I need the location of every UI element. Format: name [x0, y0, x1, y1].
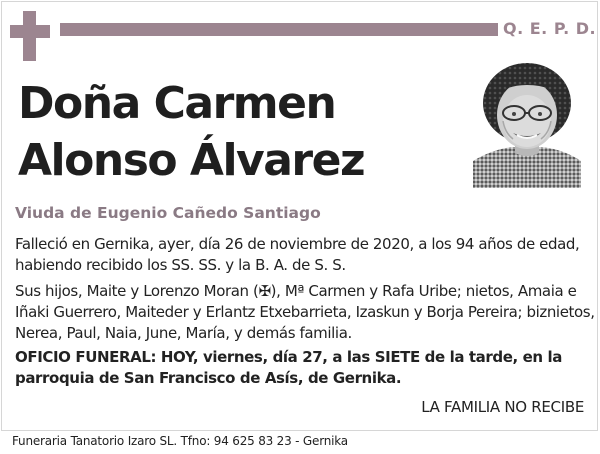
text-line: Nerea, Paul, Naia, June, María, y demás familia. [15, 324, 352, 342]
text-line: Falleció en Gernika, ayer, día 26 de noviembre de 2020, a los 94 años de edad, [15, 235, 580, 253]
closing-note: LA FAMILIA NO RECIBE [421, 398, 584, 416]
cross-icon [10, 11, 50, 61]
funeral-home-footer: Funeraria Tanatorio Izaro SL. Tfno: 94 625 83 23 - Gernika [12, 434, 348, 448]
header-rule [60, 23, 498, 36]
qepd-label: Q. E. P. D. [503, 19, 597, 38]
deceased-name-line2: Alonso Álvarez [18, 135, 365, 186]
text-line: OFICIO FUNERAL: HOY, viernes, día 27, a las SIETE de la tarde, en la [15, 348, 562, 366]
text-line: Sus hijos, Maite y Lorenzo Moran (✠), Mª Carmen y Rafa Uribe; nietos, Amaia e [15, 282, 577, 300]
text-line: Iñaki Guerrero, Maiteder y Erlantz Etxebarrieta, Izaskun y Borja Pereira; biznietos, [15, 303, 595, 321]
deceased-name-line1: Doña Carmen [18, 78, 336, 129]
funeral-service-paragraph [15, 347, 587, 389]
widow-line: Viuda de Eugenio Cañedo Santiago [15, 204, 321, 222]
family-paragraph [15, 281, 595, 344]
text-line: habiendo recibido los SS. SS. y la B. A. de S. S. [15, 256, 346, 274]
death-notice-paragraph [15, 234, 587, 276]
text-line: parroquia de San Francisco de Asís, de Gernika. [15, 369, 402, 387]
deceased-portrait [473, 61, 581, 188]
